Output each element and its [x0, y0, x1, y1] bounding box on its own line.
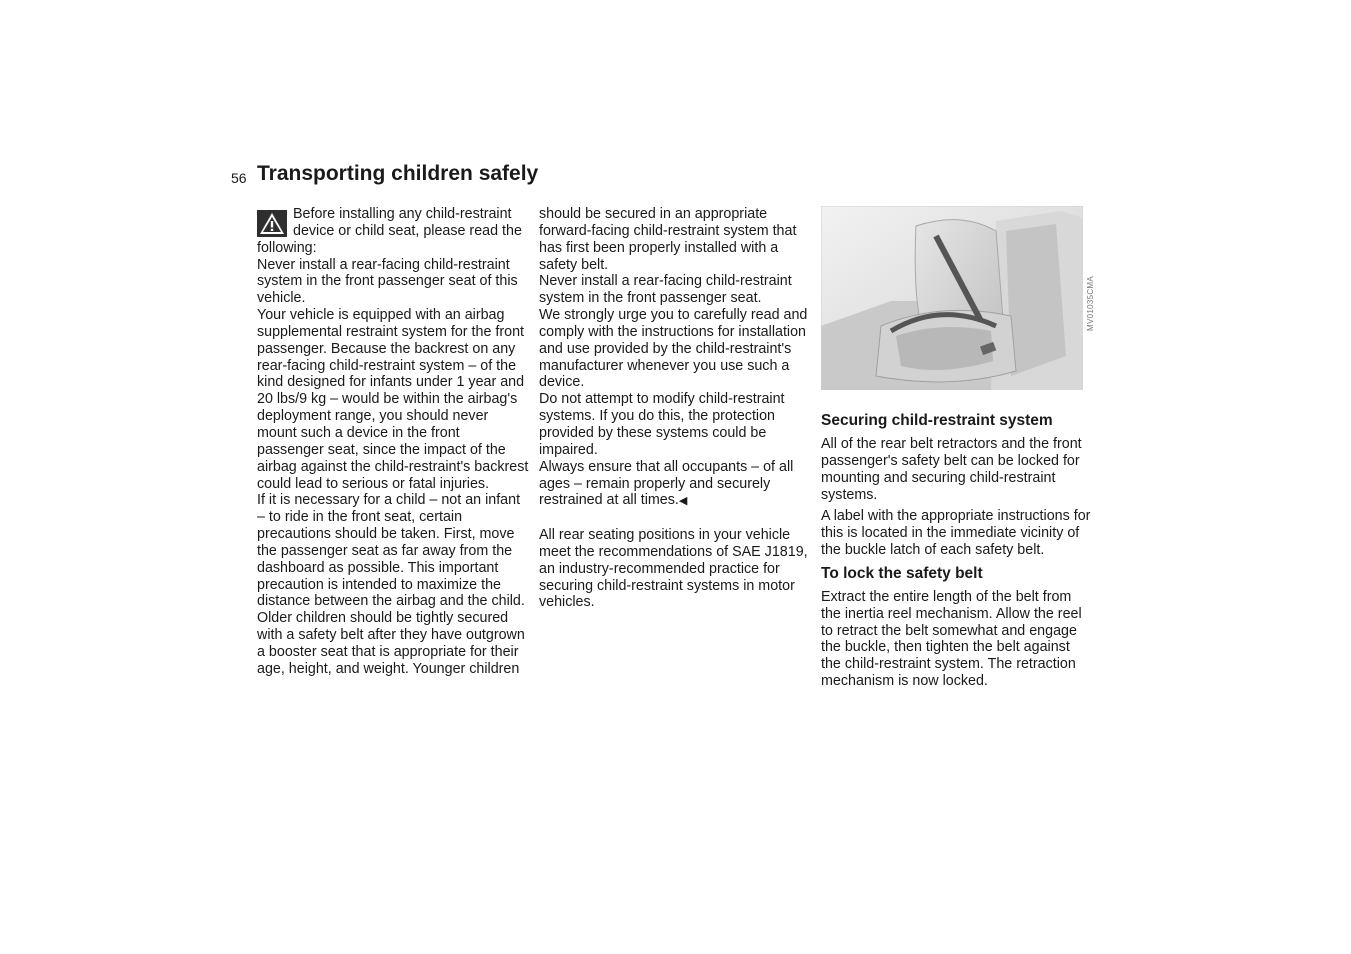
page-number: 56: [231, 170, 247, 186]
paragraph: should be secured in an appropriate forward-facing child-restraint system that has first been properly installed with a safety belt.: [539, 206, 797, 273]
paragraph: Extract the entire length of the belt from the inertia reel mechanism. Allow the reel to retract the belt somewhat and engage the buckle, then tighten the belt against the child-restraint system. The retraction mechanism is now locked.: [821, 588, 1082, 690]
column-3: [821, 206, 1093, 690]
warning-lead-text: Before installing any child-restraint device or child seat, please read the following:: [257, 206, 522, 256]
child-seat-illustration: [821, 206, 1095, 390]
page-title: Transporting children safely: [257, 162, 539, 185]
warning-block: [257, 206, 529, 257]
column-2: [539, 206, 811, 611]
paragraph: All rear seating positions in your vehicle meet the recommendations of SAE J1819, an industry-recommended practice for securing child-restraint systems in motor vehicles.: [539, 527, 808, 611]
column-1: [257, 206, 529, 678]
paragraph: All of the rear belt retractors and the front passenger's safety belt can be locked for mounting and securing child-restraint systems.: [821, 436, 1082, 503]
paragraph: A label with the appropriate instructions for this is located in the immediate vicinity of the buckle latch of each safety belt.: [821, 508, 1091, 559]
paragraph: We strongly urge you to carefully read and comply with the instructions for installation and use provided by the child-restraint's manufacturer whenever you use such a device.: [539, 307, 808, 391]
paragraph: Your vehicle is equipped with an airbag supplemental restraint system for the front passenger. Because the backrest on any rear-facing child-restraint system – of the kind designed for infants under 1 year and 20 lbs/9 kg – would be within the airbag's deployment range, you should never mount such a device in the front passenger seat, since the impact of the airbag against the child-restraint's backrest could lead to serious or fatal injuries.: [257, 307, 529, 492]
warning-triangle-icon: [257, 210, 287, 237]
section-heading: To lock the safety belt: [821, 564, 983, 582]
paragraph: Never install a rear-facing child-restraint system in the front passenger seat of this vehicle.: [257, 256, 518, 307]
end-of-warning-icon: ◀: [678, 495, 688, 508]
figure-code: MV01035CMA: [1086, 275, 1095, 331]
paragraph-text: Always ensure that all occupants – of all ages – remain properly and securely restrained at all times.: [539, 458, 794, 509]
paragraph: If it is necessary for a child – not an infant – to ride in the front seat, certain precautions should be taken. First, move the passenger seat as far away from the dashboard as possible. This important precaution is intended to maximize the distance between the airbag and the child. Older children should be tightly secured with a safety belt after they have outgrown a booster seat that is appropriate for their age, height, and weight. Younger children: [257, 492, 525, 677]
paragraph: Never install a rear-facing child-restraint system in the front passenger seat.: [539, 273, 792, 307]
paragraph: [539, 459, 811, 511]
spacer: [539, 510, 811, 527]
paragraph: Do not attempt to modify child-restraint systems. If you do this, the protection provided by these systems could be impaired.: [539, 391, 785, 458]
section-heading: Securing child-restraint system: [821, 412, 1053, 429]
